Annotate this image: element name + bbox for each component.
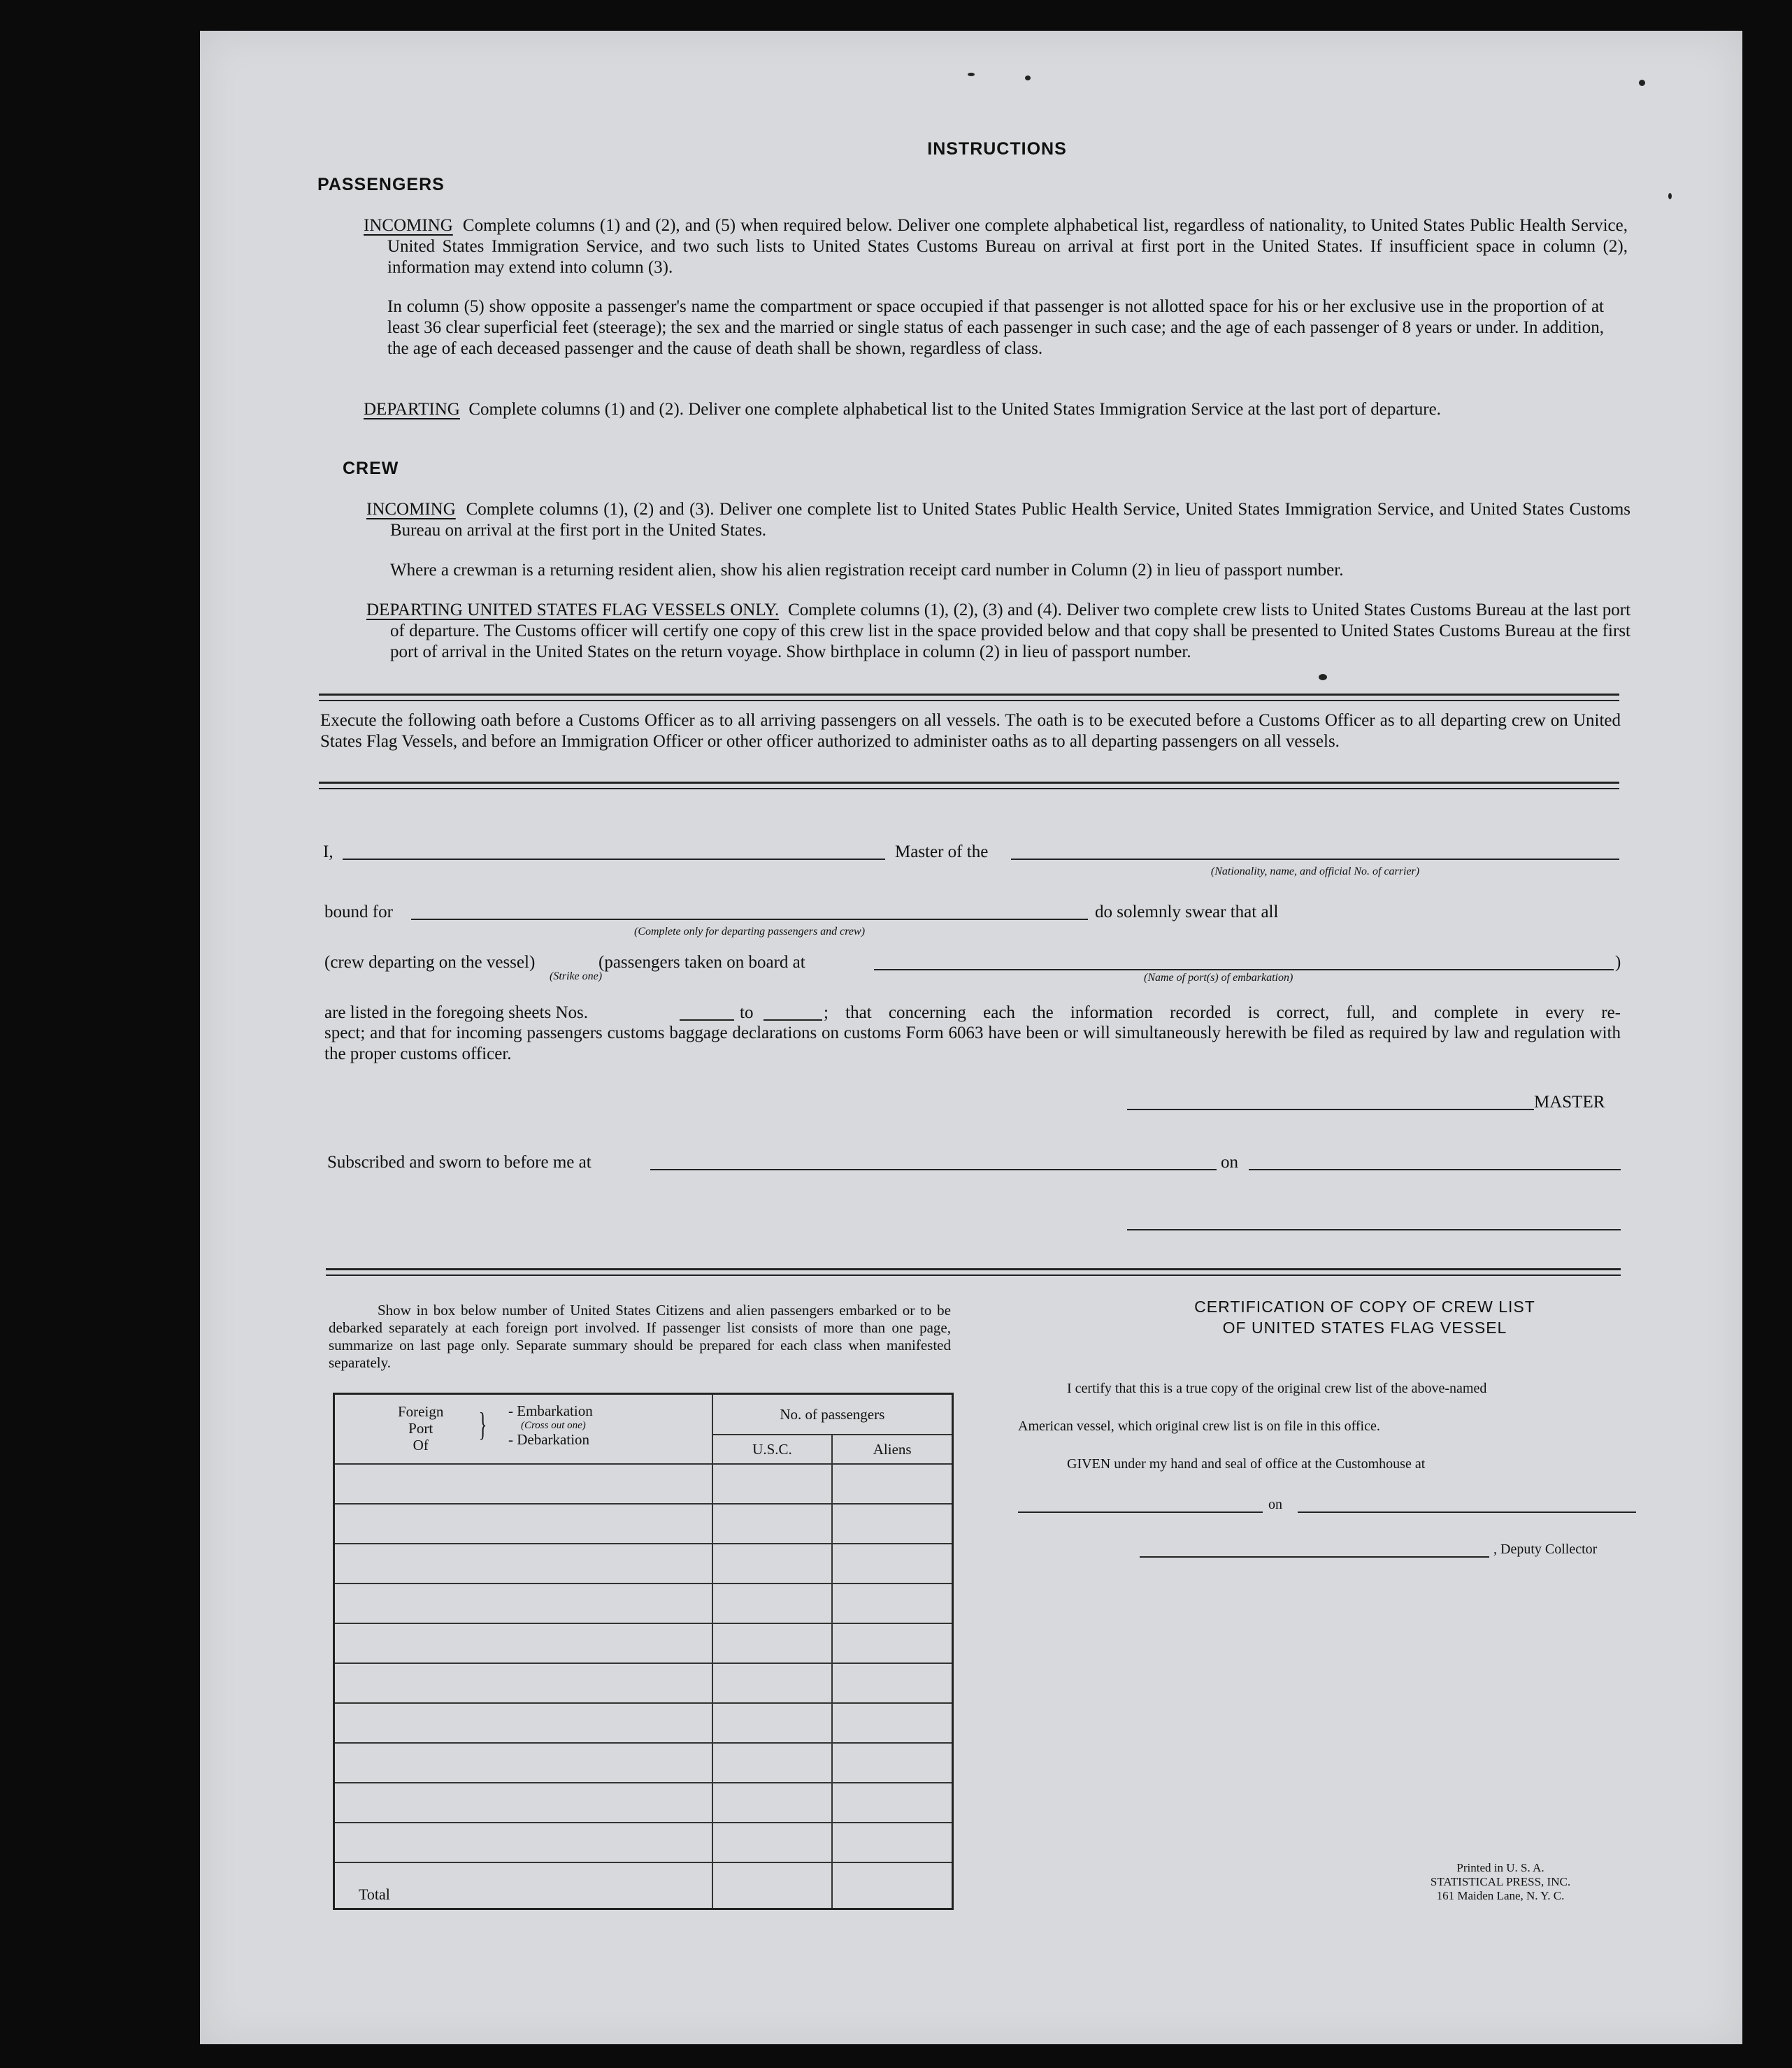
brace: }	[478, 1406, 487, 1443]
sworn-at-field[interactable]	[650, 1169, 1217, 1170]
aliens-cell[interactable]	[832, 1743, 952, 1783]
column5-paragraph: In column (5) show opposite a passenger's name the compartment or space occupied if that passenger is not allotted space for his or her exclusive use in the proportion of at least 36 clear superficial feet (steerage); the sex and the married or single status of each passenger in such case; and the age of each passenger of 8 years or under. In addition, the age of each deceased passenger and the cause of death shall be shown, regardless of class.	[387, 297, 1604, 358]
aliens-cell[interactable]	[832, 1783, 952, 1823]
subscribed-label: Subscribed and sworn to before me at	[327, 1153, 592, 1172]
sworn-on-field[interactable]	[1249, 1169, 1621, 1170]
port-cell[interactable]	[334, 1703, 712, 1743]
usc-cell[interactable]	[712, 1743, 833, 1783]
crew-incoming-paragraph	[366, 499, 1630, 541]
sheet-to-field[interactable]	[764, 1019, 822, 1021]
usc-cell[interactable]	[712, 1783, 833, 1823]
aliens-cell[interactable]	[832, 1623, 952, 1663]
officer-signature-field[interactable]	[1127, 1229, 1621, 1230]
i-label: I,	[323, 842, 334, 861]
ink-speck	[1668, 193, 1672, 199]
usc-cell[interactable]	[712, 1663, 833, 1703]
crew-departing-paragraph	[366, 600, 1630, 663]
table-row	[334, 1544, 953, 1584]
table-row	[334, 1823, 953, 1862]
usc-cell[interactable]	[712, 1544, 833, 1584]
header-port: Port	[408, 1420, 433, 1437]
table-row	[334, 1703, 953, 1743]
crew-incoming-text: Complete columns (1), (2) and (3). Deliver one complete list to United States Public Health Service, United States Immigration Service, and United States Customs Bureau on arrival at the first port in the United States.	[390, 500, 1630, 540]
usc-cell[interactable]	[712, 1703, 833, 1743]
usc-cell[interactable]	[712, 1584, 833, 1623]
certify-line-1: I certify that this is a true copy of the original crew list of the above-named	[1067, 1381, 1487, 1396]
passengers-departing-paragraph	[364, 399, 1628, 420]
deputy-signature-field[interactable]	[1140, 1556, 1489, 1558]
master-of-label: Master of the	[895, 842, 989, 861]
divider	[326, 1268, 1621, 1276]
aliens-cell[interactable]	[832, 1823, 952, 1862]
embarkation-ports-field[interactable]	[874, 969, 1614, 970]
table-row	[334, 1623, 953, 1663]
given-line: GIVEN under my hand and seal of office at the Customhouse at	[1067, 1456, 1426, 1472]
port-cell[interactable]	[334, 1464, 712, 1504]
no-passengers-header: No. of passengers	[712, 1394, 953, 1435]
table-row	[334, 1783, 953, 1823]
crew-departing-option[interactable]: (crew departing on the vessel)	[324, 953, 536, 972]
aliens-cell[interactable]	[832, 1544, 952, 1584]
usc-cell[interactable]	[712, 1823, 833, 1862]
divider	[319, 694, 1619, 701]
header-cross-out: (Cross out one)	[521, 1420, 586, 1431]
divider	[319, 782, 1619, 789]
passengers-heading: PASSENGERS	[317, 175, 445, 194]
swear-label: do solemnly swear that all	[1095, 903, 1279, 921]
printer-line-3: 161 Maiden Lane, N. Y. C.	[1436, 1889, 1565, 1902]
cert-on-label: on	[1268, 1497, 1282, 1512]
port-cell[interactable]	[334, 1584, 712, 1623]
usc-cell[interactable]	[712, 1504, 833, 1544]
printer-imprint	[1389, 1861, 1612, 1903]
header-embarkation: - Embarkation	[508, 1402, 593, 1419]
table-row	[334, 1464, 953, 1504]
passengers-incoming-paragraph	[364, 215, 1628, 278]
usc-header: U.S.C.	[712, 1435, 833, 1464]
incoming-label: INCOMING	[364, 216, 453, 235]
certification-title	[1099, 1296, 1630, 1338]
usc-cell[interactable]	[712, 1623, 833, 1663]
ink-speck	[968, 73, 975, 76]
listed-text-3: spect; and that for incoming passengers customs baggage declarations on customs Form 6063 have been or will simultaneously herewith be filed as required by law and regulation with the proper customs officer.	[324, 1024, 1621, 1063]
master-signature-field[interactable]	[1127, 1109, 1534, 1110]
aliens-cell[interactable]	[832, 1464, 952, 1504]
aliens-cell[interactable]	[832, 1504, 952, 1544]
foreign-port-header	[334, 1394, 712, 1465]
master-label: MASTER	[1534, 1093, 1605, 1112]
table-row	[334, 1584, 953, 1623]
header-of: Of	[413, 1437, 429, 1453]
listed-text-2: ; that concerning each the information recorded is correct, full, and complete in every re-	[824, 1003, 1621, 1022]
total-label: Total	[334, 1862, 712, 1909]
crew-heading: CREW	[343, 459, 399, 478]
printer-line-2: STATISTICAL PRESS, INC.	[1430, 1875, 1571, 1888]
customhouse-field[interactable]	[1018, 1511, 1263, 1513]
port-cell[interactable]	[334, 1544, 712, 1584]
port-cell[interactable]	[334, 1823, 712, 1862]
port-cell[interactable]	[334, 1504, 712, 1544]
departing-text: Complete columns (1) and (2). Deliver one complete alphabetical list to the United States Immigration Service at the last port of departure.	[468, 400, 1441, 419]
usc-cell[interactable]	[712, 1464, 833, 1504]
header-foreign: Foreign	[398, 1403, 444, 1420]
certify-line-2: American vessel, which original crew list is on file in this office.	[1018, 1419, 1380, 1434]
bound-for-field[interactable]	[411, 919, 1088, 920]
aliens-cell[interactable]	[832, 1584, 952, 1623]
bound-caption: (Complete only for departing passengers and crew)	[633, 926, 866, 938]
port-cell[interactable]	[334, 1663, 712, 1703]
listed-to: to	[740, 1003, 754, 1022]
incoming-text: Complete columns (1) and (2), and (5) when required below. Deliver one complete alphabetical list, regardless of nationality, to United States Public Health Service, United States Immigration Service, and two such lists to United States Customs Bureau on arrival at first port in the United States. If insufficient space in column (2), information may extend into column (3).	[387, 216, 1628, 277]
master-name-field[interactable]	[343, 859, 885, 860]
ink-speck	[1319, 674, 1327, 680]
strike-caption: (Strike one)	[550, 970, 603, 982]
port-cell[interactable]	[334, 1623, 712, 1663]
header-debarkation: - Debarkation	[508, 1431, 590, 1448]
ink-speck	[1025, 76, 1031, 80]
oath-execute-paragraph: Execute the following oath before a Customs Officer as to all arriving passengers on all vessels. The oath is to be executed before a Customs Officer as to all departing crew on United States Flag Vessels, and before an Immigration Officer or other officer authorized to administer oaths as to all departing passengers on all vessels.	[320, 711, 1621, 751]
total-row	[334, 1862, 953, 1909]
on-label: on	[1221, 1153, 1238, 1172]
table-row	[334, 1743, 953, 1783]
sheet-from-field[interactable]	[680, 1019, 734, 1021]
passengers-option[interactable]: (passengers taken on board at	[598, 953, 805, 972]
aliens-cell[interactable]	[832, 1663, 952, 1703]
bound-for-label: bound for	[324, 903, 393, 921]
certification-title-line-2: OF UNITED STATES FLAG VESSEL	[1222, 1319, 1507, 1337]
carrier-caption: (Nationality, name, and official No. of carrier)	[1210, 866, 1420, 877]
aliens-total-cell[interactable]	[832, 1862, 952, 1909]
form-sheet	[200, 31, 1742, 2044]
port-cell[interactable]	[334, 1743, 712, 1783]
printer-line-1: Printed in U. S. A.	[1456, 1861, 1544, 1874]
deputy-label: , Deputy Collector	[1493, 1542, 1598, 1557]
usc-total-cell[interactable]	[712, 1862, 833, 1909]
listed-text-1: are listed in the foregoing sheets Nos.	[324, 1003, 588, 1022]
aliens-cell[interactable]	[832, 1703, 952, 1743]
table-header-row	[334, 1394, 953, 1435]
crew-incoming-label: INCOMING	[366, 500, 456, 519]
passenger-summary-table	[333, 1393, 954, 1910]
port-cell[interactable]	[334, 1783, 712, 1823]
crew-departing-label: DEPARTING UNITED STATES FLAG VESSELS ONLY.	[366, 601, 780, 619]
cert-date-field[interactable]	[1298, 1511, 1636, 1513]
close-paren: )	[1615, 953, 1621, 972]
ink-speck	[1639, 80, 1645, 86]
departing-label: DEPARTING	[364, 400, 460, 419]
summary-text: Show in box below number of United States Citizens and alien passengers embarked or to be debarked separately at each foreign port involved. If passenger list consists of more than one page, summarize on last page only. Separate summary should be prepared for each class when manifested separately.	[329, 1302, 951, 1371]
instructions-title: INSTRUCTIONS	[927, 139, 1067, 159]
crewman-paragraph: Where a crewman is a returning resident alien, show his alien registration receipt card number in Column (2) in lieu of passport number.	[390, 561, 1344, 580]
crew-departing-text: Complete columns (1), (2), (3) and (4). Deliver two complete crew lists to United States Customs Bureau at the last port of departure. The Customs officer will certify one copy of this crew list in the space provided below and that copy shall be presented to United States Customs Bureau at the first port of arrival in the United States on the return voyage. Show birthplace in column (2) in lieu of passport number.	[390, 601, 1631, 661]
aliens-header: Aliens	[832, 1435, 952, 1464]
table-row	[334, 1663, 953, 1703]
certification-title-line-1: CERTIFICATION OF COPY OF CREW LIST	[1194, 1298, 1535, 1316]
table-row	[334, 1504, 953, 1544]
carrier-field[interactable]	[1011, 859, 1619, 860]
ports-caption: (Name of port(s) of embarkation)	[1144, 972, 1293, 984]
